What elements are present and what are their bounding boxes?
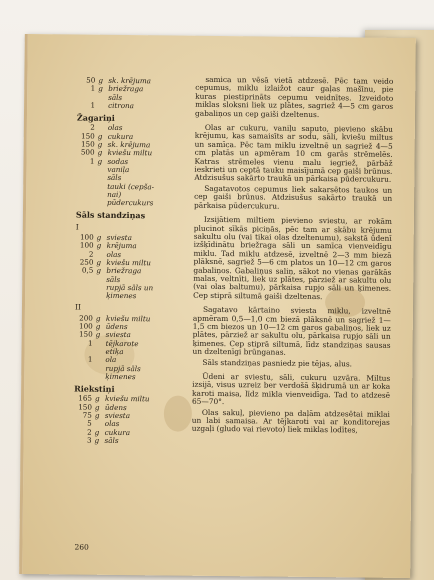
ingredient-unit: g <box>95 330 101 340</box>
variant-numeral: II <box>74 302 81 312</box>
ingredient-unit: g <box>96 241 102 251</box>
ingredient-qty: 2 <box>90 123 95 133</box>
ingredient-name: sk. krējuma <box>108 75 152 86</box>
ingredient-row <box>77 101 185 110</box>
ingredient-unit <box>95 356 105 364</box>
instructions-column <box>192 76 394 438</box>
ingredient-qty: 3 <box>86 435 92 445</box>
ingredient-qty: 150 <box>78 402 92 412</box>
ingredient-qty <box>74 364 95 373</box>
ingredient-name: briežraga <box>106 266 142 276</box>
ingredient-row <box>75 292 183 301</box>
ingredient-qty: 150 <box>80 139 95 149</box>
ingredient-qty <box>76 165 97 174</box>
ingredient-qty: 1 <box>87 354 93 364</box>
ingredient-unit: g <box>94 394 100 404</box>
section-heading: Sāls standziņas <box>75 209 146 221</box>
ingredient-qty: 165 <box>78 393 93 404</box>
ingredient-qty: 250 <box>79 257 94 267</box>
instruction-paragraph: Olas ar cukuru, vaniļu saputo, pievieno skābu krējumu, kas samaisīts ar sodu, sāli, kviešu miltus un samīca. Pēc tam miklu izveltnē un sagriež 4—5 cm platās un apmēram 10 cm garās strēmelēs. Katras strēmeles vienu malu iegriež, pārbāž ieskrieti un ceptā tauku maisījumā cep gaiši brūnus. Atdzisušus sakārto traukā un pārkaisa pūdercukuru. <box>194 122 393 185</box>
instruction-paragraph: Izsijātiem miltiem pievieno sviestu, ar rokām plucinot sīkās piciņās, pēc tam ar skābu krējumu sakultu olu (vai tikai olas dzeltenumu), sakstā ūdenī izšķīdinātu briežraga sāli un samīca vienveidīgu miklu. Tad miklu atdzesē, izveltnē 2—3 mm biezā plāksnē, sagriež 5—6 cm platos un 10—12 cm garos gabaliņos. Gabaliņus saliņ, sākot no vienas garākās malas, veltnīti, liek uz plātes, pārziež ar sakultu olu (vai olas baltumu), pārkaisa rupjo sāli un ķimenes. Cep stiprā siltumā gaiši dzeltenas. <box>193 214 392 301</box>
ingredient-unit: g <box>97 139 103 149</box>
ingredient-unit <box>96 339 106 347</box>
ingredient-unit: g <box>98 84 103 94</box>
ingredient-name: briežraga <box>108 84 144 94</box>
ingredient-name: etiķa <box>105 346 124 356</box>
instruction-paragraph: Olas sakuļ, pievieno pa daļām atdzesētai miklai un labi samaisa. Ar tējkaroti vai ar konditorejas uzgaļi (gludo vai rievoto) liek miklas lodītes, <box>191 407 390 435</box>
ingredient-name: nai) <box>107 189 122 199</box>
ingredient-qty: 1 <box>89 156 95 166</box>
ingredient-qty: 150 <box>78 329 93 340</box>
ingredient-row <box>76 199 184 208</box>
ingredient-unit: g <box>95 321 101 331</box>
ingredient-unit <box>97 174 107 182</box>
ingredient-qty <box>75 283 96 292</box>
ingredient-qty <box>74 372 95 381</box>
ingredient-qty: 5 <box>87 418 92 428</box>
ingredient-name: rupjā sāls un <box>106 282 154 293</box>
ingredient-unit <box>95 364 105 372</box>
ingredient-unit <box>96 275 106 283</box>
ingredient-name: ķimenes <box>105 371 136 381</box>
ingredient-qty: 200 <box>79 313 93 323</box>
ingredient-name: sāls <box>104 435 119 445</box>
ingredient-qty: 100 <box>79 321 93 331</box>
ingredient-name: ķimenes <box>106 290 137 301</box>
ingredient-row <box>74 372 182 381</box>
ingredient-unit <box>98 102 108 110</box>
ingredient-name: sāls <box>107 173 122 183</box>
ingredient-name: citrona <box>108 100 135 111</box>
ingredient-unit <box>97 166 107 174</box>
ingredient-unit: g <box>97 156 103 166</box>
ingredient-name: kviešu miltu <box>107 148 153 158</box>
ingredient-name: cukura <box>107 131 134 141</box>
ingredient-qty: 50 <box>86 75 96 85</box>
ingredient-name: rupjā sāls <box>105 363 141 373</box>
ingredient-unit <box>98 93 108 101</box>
ingredient-qty: 2 <box>88 249 94 259</box>
ingredient-name: sviesta <box>106 232 132 243</box>
ingredient-qty: 100 <box>79 240 94 251</box>
instruction-paragraph: samica un vēsā vietā atdzesē. Pēc tam veido cepumus, miklu izlaižot caur gaļas mašīnu, pie kuras piestiprināts cepumu veidnītes. Izveidoto miklas sloksni liek uz plātes, sagriež 4—5 cm garos gabaliņos un cep gaiši dzeltenus. <box>194 74 394 119</box>
ingredient-row <box>74 436 182 445</box>
instruction-paragraph: Sāls standziņas pasniedz pie tējas, alus. <box>202 357 353 369</box>
ingredient-name: sviesta <box>105 330 131 340</box>
ingredient-unit: g <box>94 402 100 412</box>
ingredient-qty <box>76 174 97 183</box>
ingredient-qty: 0,5 <box>81 265 94 275</box>
instruction-paragraph: Sagatavo kārtaino sviesta miklu, izveltnē apmēram 0,5—1,0 cm biezā plāksnē un sagriež 1—1,5 cm biezos un 10—12 cm garos gabaliņos, liek uz plātes, pārziež ar sakultu olu, pārkaisa rupjo sāli un ķimenes. Cep stiprā siltumā, līdz standziņas sausas un dzeltenīgi brūnganas. <box>192 305 391 357</box>
ingredient-unit: g <box>95 313 101 323</box>
ingredient-name: vaniļa <box>107 164 130 175</box>
book-page <box>19 34 416 578</box>
ingredient-unit: g <box>97 148 103 158</box>
ingredient-unit: g <box>96 257 102 267</box>
ingredient-name: tējkarote <box>105 338 139 348</box>
ingredient-name: sviesta <box>104 410 131 421</box>
ingredient-name: sāls <box>106 274 121 284</box>
ingredient-qty: 150 <box>81 131 95 141</box>
ingredient-qty: 1 <box>90 100 96 110</box>
ingredient-name: kviešu miltu <box>104 394 150 404</box>
ingredient-qty <box>75 275 96 284</box>
ingredient-qty: 500 <box>80 147 95 158</box>
ingredient-qty: 2 <box>87 427 92 437</box>
ingredient-name: sk. krējuma <box>107 139 151 150</box>
ingredient-unit: g <box>94 427 100 437</box>
ingredient-unit <box>96 284 106 292</box>
ingredient-qty: 75 <box>82 410 92 420</box>
page-number: 260 <box>74 542 89 552</box>
ingredient-name: sāls <box>108 92 123 102</box>
ingredient-qty: 1 <box>87 338 93 348</box>
ingredient-name: olas <box>104 419 120 429</box>
ingredient-name: cukura <box>104 427 131 437</box>
ingredient-name: olas <box>106 249 122 259</box>
ingredient-name: kviešu miltu <box>106 257 152 268</box>
ingredient-name: ūdens <box>104 402 127 412</box>
ingredient-qty: 1 <box>90 83 96 94</box>
ingredient-unit <box>97 199 107 207</box>
ingredient-unit <box>97 182 107 190</box>
ingredient-unit: g <box>94 435 100 445</box>
section-heading: Riekstiņi <box>74 383 115 395</box>
ingredient-qty <box>76 190 97 199</box>
ingredient-qty <box>76 182 97 191</box>
ingredient-unit <box>95 348 105 356</box>
ingredient-unit: g <box>96 232 102 242</box>
variant-numeral: I <box>75 222 79 232</box>
ingredients-column <box>74 77 186 446</box>
instruction-paragraph: Sagatavotos cepumus liek sakarsētos taukos un cep gaiši brūnus. Atdzisušus sakārto traukā un pārkaisa pūdercukuru. <box>194 183 393 211</box>
ingredient-name: olas <box>107 123 123 133</box>
ingredient-unit <box>95 373 105 381</box>
ingredient-unit: g <box>97 131 103 141</box>
ingredient-qty <box>75 292 96 301</box>
ingredient-unit <box>97 191 107 199</box>
ingredient-unit: g <box>98 75 104 85</box>
ingredient-name: kviešu miltu <box>105 313 151 324</box>
instruction-paragraph: Ūdeni ar sviestu, sāli, cukuru uzvāra. Miltus izsijā, visus uzreiz ber verdošā šķidrumā un ar koka karoti maisa, līdz mikla vienveidīga. Tad to atdzesē 65—70°. <box>191 371 391 407</box>
ingredient-qty: 100 <box>79 232 94 242</box>
ingredient-name: ūdens <box>105 321 128 332</box>
ingredient-name: tauki (cepša- <box>107 181 155 191</box>
ingredient-name: ola <box>105 355 117 365</box>
ingredient-name: krējuma <box>106 241 137 251</box>
section-heading: Žagariņi <box>76 112 115 124</box>
ingredient-unit: g <box>96 265 102 276</box>
ingredient-name: sodas <box>107 156 129 166</box>
ingredient-name: pūdercukurs <box>107 197 154 208</box>
ingredient-unit <box>96 292 106 300</box>
ingredient-unit: g <box>94 410 100 420</box>
ingredient-qty <box>76 199 97 208</box>
